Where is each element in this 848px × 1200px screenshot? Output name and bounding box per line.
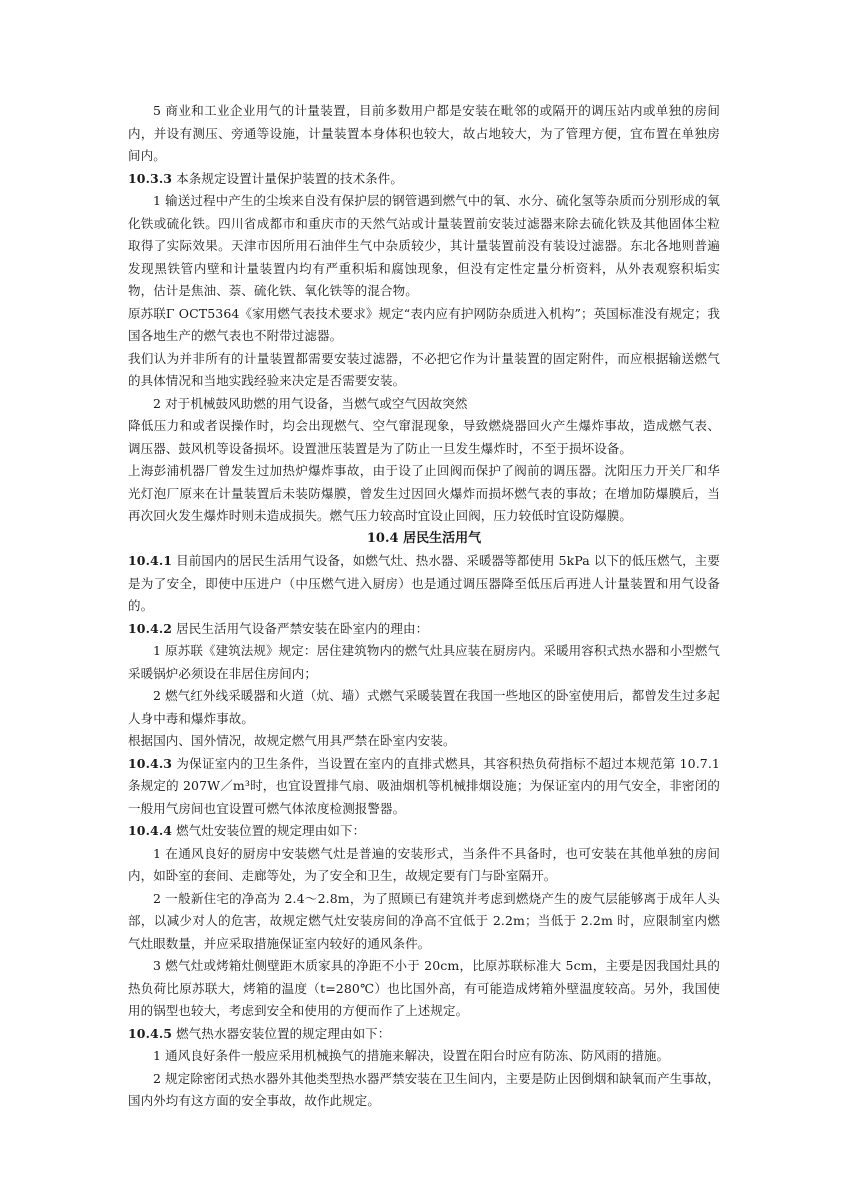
clause-paragraph: [128, 753, 720, 821]
body-paragraph: 原苏联Γ OCT5364《家用燃气表技术要求》规定“表内应有护网防杂质进入机构”；英国标准没有规定；我国各地生产的燃气表也不附带过滤器。: [128, 305, 720, 343]
section-heading: 10.4 居民生活用气: [366, 530, 482, 546]
clause-paragraph: [128, 550, 720, 618]
clause-paragraph: [128, 1023, 720, 1046]
numbered-item-paragraph: 1 原苏联《建筑法规》规定：居住建筑物内的燃气灶具应装在厨房内。采暖用容积式热水器和小型燃气采暖锅炉必须设在非居住房间内；: [128, 643, 720, 681]
clause-text: 燃气热水器安装位置的规定理由如下：: [172, 1025, 391, 1041]
numbered-item-paragraph: 1 输送过程中产生的尘埃来自没有保护层的钢管遇到燃气中的氧、水分、硫化氢等杂质而分别形成的氧化铁或硫化铁。四川省成都市和重庆市的天然气站或计量装置前安装过滤器来除去硫化铁及其他固体尘粒取得了实际效果。天津市因所用石油伴生气中杂质较少，其计量装置前没有装设过滤器。东北各地则普遍发现黑铁管内壁和计量装置内均有严重积垢和腐蚀现象，但没有定性定量分析资料，从外表观察积垢实物，估计是焦油、萘、硫化铁、氧化铁等的混合物。: [128, 193, 720, 298]
clause-number: 10.4.5: [128, 1025, 173, 1041]
clause-text: 本条规定设置计量保护装置的技术条件。: [172, 170, 403, 186]
clause-number: 10.4.4: [128, 823, 173, 838]
clause-text: 为保证室内的卫生条件，当设置在室内的直排式燃具，其容积热负荷指标不超过本规范第 10.7.1 条规定的 207W／m³时，也宜设置排气扇、吸油烟机等机械排烟设施；为保证室内的用气安全，非密闭的一般用气房间也宜设置可燃气体浓度检测报警器。: [128, 755, 720, 816]
clause-text: 燃气灶安装位置的规定理由如下：: [172, 823, 366, 838]
clause-number: 10.4.1: [128, 553, 173, 568]
body-paragraph: 降低压力和或者误操作时，均会出现燃气、空气窜混现象，导致燃烧器回火产生爆炸事故，造成燃气表、调压器、鼓风机等设备损坏。设置泄压装置是为了防止一旦发生爆炸时，不至于损坏设备。: [128, 418, 720, 456]
numbered-item-paragraph: 2 对于机械鼓风助燃的用气设备，当燃气或空气因故突然: [153, 395, 468, 411]
numbered-item-paragraph: 3 燃气灶或烤箱灶侧壁距木质家具的净距不小于 20cm，比原苏联标准大 5cm，主要是因我国灶具的热负荷比原苏联大，烤箱的温度（t=280℃）也比国外高，有可能造成烤箱外壁温度较高。另外，我国使用的锅型也较大，考虑到安全和使用的方便而作了上述规定。: [128, 958, 720, 1018]
numbered-item-paragraph: 2 规定除密闭式热水器外其他类型热水器严禁安装在卫生间内，主要是防止因倒烟和缺氧而产生事故，国内外均有这方面的安全事故，故作此规定。: [128, 1070, 720, 1108]
clause-paragraph: [128, 618, 720, 641]
clause-number: 10.3.3: [128, 170, 173, 186]
clause-number: 10.4.2: [128, 620, 173, 636]
clause-paragraph: [128, 168, 720, 191]
clause-text: 目前国内的居民生活用气设备，如燃气灶、热水器、采暖器等都使用 5kPa 以下的低压燃气，主要是为了安全，即使中压进户（中压燃气进入厨房）也是通过调压器降至低压后再进人计量装置和用气设备的。: [128, 553, 720, 613]
body-paragraph: 上海彭浦机器厂曾发生过加热炉爆炸事故，由于设了止回阀而保护了阀前的调压器。沈阳压力开关厂和华光灯泡厂原来在计量装置后未装防爆膜，曾发生过因回火爆炸而损坏燃气表的事故；在增加防爆膜后，当再次回火发生爆炸时则未造成损失。燃气压力较高时宜设止回阀，压力较低时宜设防爆膜。: [128, 463, 720, 523]
numbered-item-paragraph: 5 商业和工业企业用气的计量装置，目前多数用户都是安装在毗邻的或隔开的调压站内或单独的房间内，并设有测压、旁通等设施，计量装置本身体积也较大，故占地较大，为了管理方便，宜布置在单独房间内。: [128, 103, 720, 163]
body-paragraph: 根据国内、国外情况，故规定燃气用具严禁在卧室内安装。: [128, 733, 456, 748]
clause-text: 居民生活用气设备严禁安装在卧室内的理由：: [172, 620, 429, 636]
numbered-item-paragraph: 2 一般新住宅的净高为 2.4～2.8m，为了照顾已有建筑并考虑到燃烧产生的废气层能够离于成年人头部，以减少对人的危害，故规定燃气灶安装房间的净高不宜低于 2.2m；当低于 2.2m 时，应限制室内燃气灶眼数量，并应采取措施保证室内较好的通风条件。: [128, 890, 720, 951]
clause-paragraph: [128, 820, 720, 843]
numbered-item-paragraph: 1 通风良好条件一般应采用机械换气的措施来解决，设置在阳台时应有防冻、防风雨的措施。: [153, 1048, 670, 1063]
numbered-item-paragraph: 1 在通风良好的厨房中安装燃气灶是普遍的安装形式，当条件不具备时，也可安装在其他单独的房间内，如卧室的套间、走廊等处，为了安全和卫生，故规定要有门与卧室隔开。: [128, 845, 720, 883]
body-paragraph: 我们认为并非所有的计量装置都需要安装过滤器，不必把它作为计量装置的固定附件，而应根据输送燃气的具体情况和当地实践经验来决定是否需要安装。: [128, 350, 720, 388]
numbered-item-paragraph: 2 燃气红外线采暖器和火道（炕、墙）式燃气采暖装置在我国一些地区的卧室使用后，都曾发生过多起人身中毒和爆炸事故。: [128, 688, 720, 726]
clause-number: 10.4.3: [128, 755, 173, 771]
